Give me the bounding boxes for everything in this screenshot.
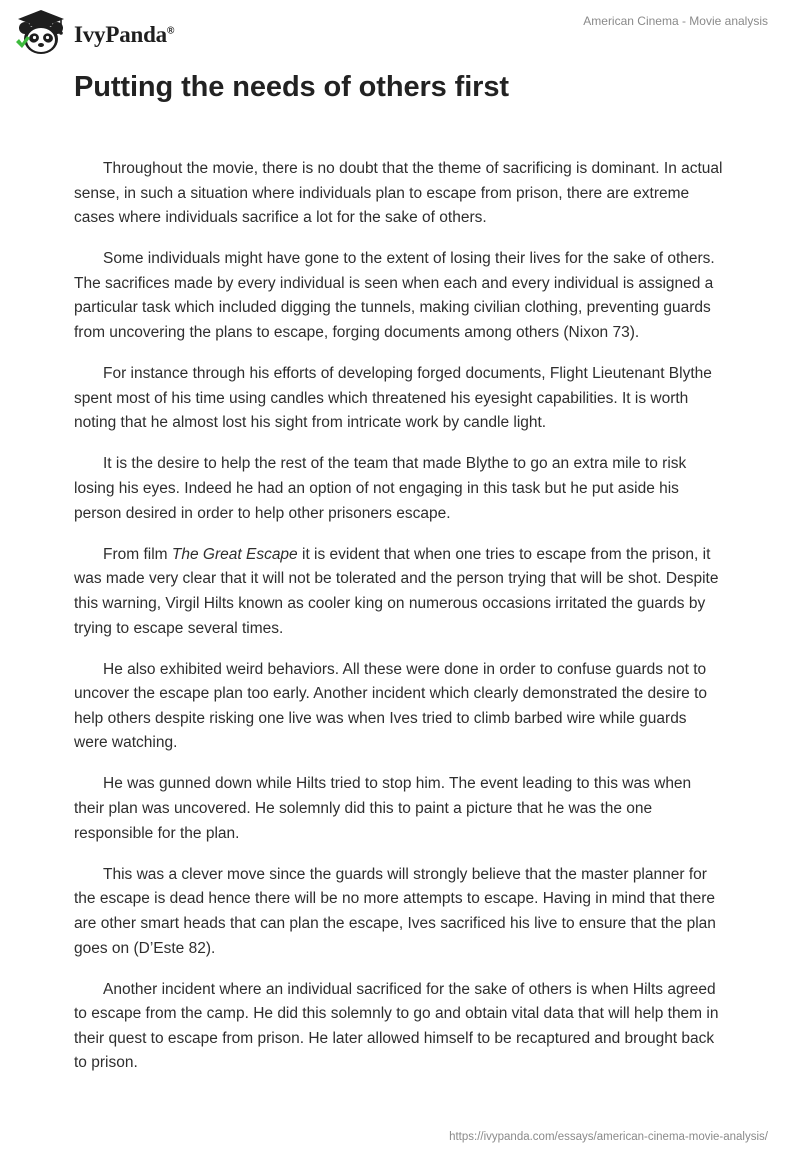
section-title: Putting the needs of others first <box>74 71 509 103</box>
paragraph: Some individuals might have gone to the extent of losing their lives for the sake of others. The sacrifices made by every individual is seen when each and every individual is assigned a particular task which included digging the tunnels, making civilian clothing, preventing guards from uncovering the plans to escape, forging documents among others (Nixon 73). <box>74 250 715 342</box>
paragraph: He also exhibited weird behaviors. All these were done in order to confuse guards not to uncover the escape plan too early. Another incident which clearly demonstrated the desire to help others despite risking one live was when Ives tried to climb barbed wire while guards were watching. <box>74 660 708 752</box>
ivypanda-logo[interactable] <box>14 8 174 58</box>
page-header <box>0 0 800 64</box>
paragraph-text: it is evident that when one tries to escape from the prison, it was made very clear that it will not be tolerated and the person trying that will be shot. Despite this warning, Virgil Hilts known as cooler king on numerous occasions irritated the guards by trying to escape several times. <box>74 545 719 637</box>
paragraph: Throughout the movie, there is no doubt that the theme of sacrificing is dominant. In actual sense, in such a situation where individuals plan to escape from prison, there are extreme cases where individuals sacrifice a lot for the sake of others. <box>74 160 723 227</box>
paragraph: For instance through his efforts of developing forged documents, Flight Lieutenant Blythe spent most of his time using candles which threatened his eyesight capabilities. It is worth noting that he almost lost his sight from intricate work by candle light. <box>74 365 712 432</box>
paragraph <box>74 543 724 641</box>
paragraph-text: From film <box>103 545 172 563</box>
logo-wordmark: IvyPanda® <box>74 22 175 47</box>
paragraph: It is the desire to help the rest of the team that made Blythe to go an extra mile to risk losing his eyes. Indeed he had an option of not engaging in this task but he put aside his person desired in order to help other prisoners escape. <box>74 455 687 522</box>
header-caption: American Cinema - Movie analysis <box>583 14 768 28</box>
panda-graduation-cap-icon <box>14 8 68 58</box>
film-title: The Great Escape <box>171 545 298 563</box>
registered-mark: ® <box>166 25 175 37</box>
article-body <box>74 157 724 1093</box>
paragraph: This was a clever move since the guards will strongly believe that the master planner for the escape is dead hence there will be no more attempts to escape. Having in mind that there are other smart heads that can plan the escape, Ives sacrificed his live to ensure that the plan goes on (D’Este 82). <box>74 865 716 957</box>
paragraph: Another incident where an individual sacrificed for the sake of others is when Hilts agreed to escape from the camp. He did this solemnly to go and obtain vital data that will help them in their quest to escape from prison. He later allowed himself to be recaptured and brought back to prison. <box>74 980 719 1072</box>
source-url[interactable]: https://ivypanda.com/essays/american-cinema-movie-analysis/ <box>449 1131 768 1143</box>
paragraph: He was gunned down while Hilts tried to stop him. The event leading to this was when their plan was uncovered. He solemnly did this to paint a picture that he was the one responsible for the plan. <box>74 775 692 842</box>
